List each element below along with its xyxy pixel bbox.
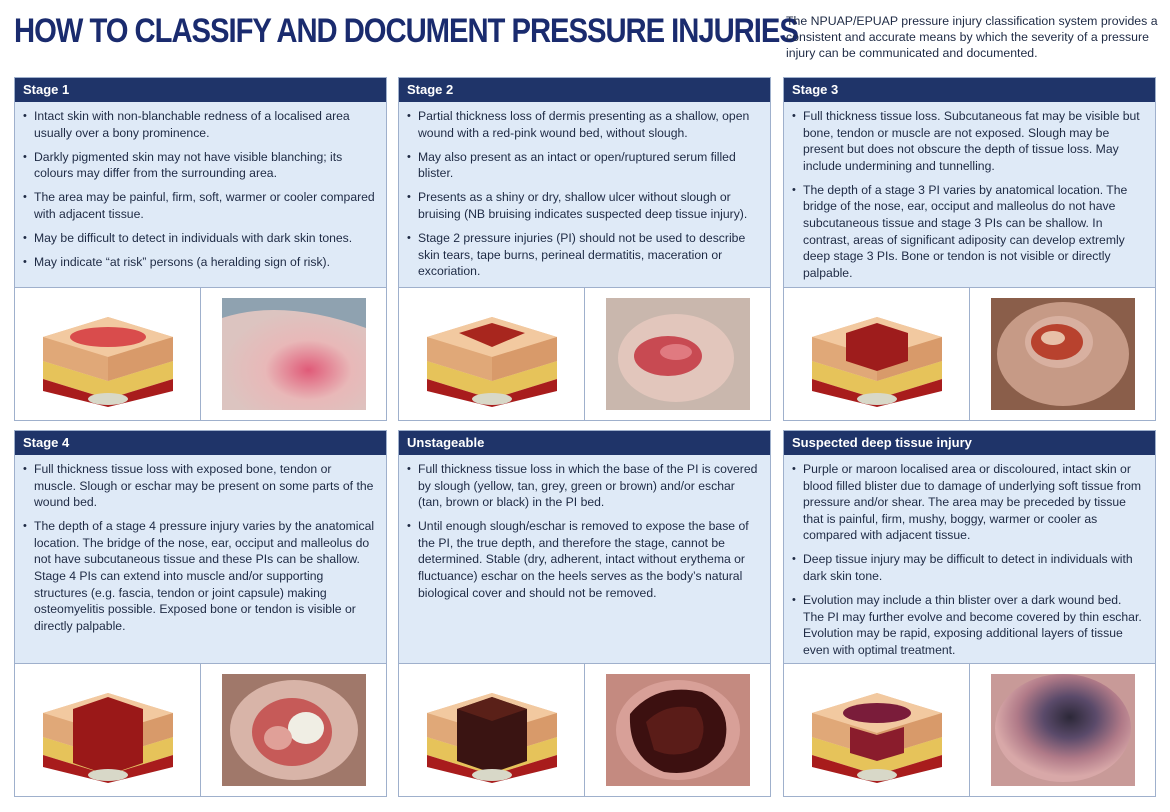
card-title: Suspected deep tissue injury <box>784 431 1155 455</box>
bullet-item: • Darkly pigmented skin may not have visible blanching; its colours may differ from the surrounding area. <box>23 149 376 182</box>
card-description <box>15 102 386 288</box>
card-title: Stage 2 <box>399 78 770 102</box>
card-title: Stage 1 <box>15 78 386 102</box>
bullet-item: • The area may be painful, firm, soft, warmer or cooler compared with adjacent tissue. <box>23 189 376 222</box>
bullet-item: • Until enough slough/eschar is removed to expose the base of the PI, the true depth, and therefore the stage, cannot be determined. Stable (dry, adherent, intact without erythema or fluctuance) eschar on the heels serves as the body’s natural biological cover and should not be removed. <box>407 518 760 601</box>
card-title: Stage 3 <box>784 78 1155 102</box>
bullet-item: • The depth of a stage 4 pressure injury varies by the anatomical location. The bridge of the nose, ear, occiput and malleolus do not have subcutaneous tissue and these PIs can be shallow. Stage 4 PIs can extend into muscle and/or supporting structures (e.g. fascia, tendon or joint capsule) making osteomyelitis possible. Exposed bone or tendon is visible or directly palpable. <box>23 518 376 634</box>
bullet-item: • The depth of a stage 3 PI varies by anatomical location. The bridge of the nose, ear, occiput and malleolus do not have subcutaneous tissue and stage 3 PIs can be shallow. In contrast, areas of significant adiposity can develop extremly deep stage 3 PIs. Bone or tendon is not visible or directly palpable. <box>792 182 1145 282</box>
bullet-item: • May indicate “at risk” persons (a heralding sign of risk). <box>23 254 376 271</box>
card-title: Stage 4 <box>15 431 386 455</box>
card-unstageable <box>398 430 771 797</box>
card-description <box>784 102 1155 288</box>
wound-photo <box>222 674 366 786</box>
card-stage-4 <box>14 430 387 797</box>
wound-photo <box>222 298 366 410</box>
wound-photo <box>606 298 750 410</box>
page-title: HOW TO CLASSIFY AND DOCUMENT PRESSURE INJURIES <box>14 12 798 50</box>
wound-photo <box>991 298 1135 410</box>
card-stage-1 <box>14 77 387 421</box>
skin-layers-diagram <box>802 299 952 409</box>
bullet-item: • Evolution may include a thin blister over a dark wound bed. The PI may further evolve and become covered by thin eschar. Evolution may be rapid, exposing additional layers of tissue even with optimal treatment. <box>792 592 1145 658</box>
intro-text: The NPUAP/EPUAP pressure injury classification system provides a consistent and accurate means by which the severity of a pressure injury can be communicated and documented. <box>786 14 1158 60</box>
bullet-item: • Full thickness tissue loss in which the base of the PI is covered by slough (yellow, tan, grey, green or brown) and/or eschar (tan, brown or black) in the PI bed. <box>407 461 760 511</box>
bullet-item: • Presents as a shiny or dry, shallow ulcer without slough or bruising (NB bruising indicates suspected deep tissue injury). <box>407 189 760 222</box>
card-description <box>399 455 770 664</box>
bullet-item: • Full thickness tissue loss. Subcutaneous fat may be visible but bone, tendon or muscle are not exposed. Slough may be present but does not obscure the depth of tissue loss. May include undermining and tunnelling. <box>792 108 1145 174</box>
skin-layers-diagram <box>33 299 183 409</box>
skin-layers-diagram <box>802 675 952 785</box>
card-description <box>15 455 386 664</box>
bullet-item: • May be difficult to detect in individuals with dark skin tones. <box>23 230 376 247</box>
card-description <box>399 102 770 288</box>
bullet-item: • Purple or maroon localised area or discoloured, intact skin or blood filled blister due to damage of underlying soft tissue from pressure and/or shear. The area may be preceded by tissue that is painful, firm, mushy, boggy, warmer or cooler as compared with adjacent tissue. <box>792 461 1145 544</box>
card-stage-2 <box>398 77 771 421</box>
card-description <box>784 455 1155 664</box>
wound-photo <box>606 674 750 786</box>
card-suspected-deep-tissue-injury <box>783 430 1156 797</box>
skin-layers-diagram <box>417 299 567 409</box>
skin-layers-diagram <box>33 675 183 785</box>
card-title: Unstageable <box>399 431 770 455</box>
bullet-item: • Full thickness tissue loss with exposed bone, tendon or muscle. Slough or eschar may be present on some parts of the wound bed. <box>23 461 376 511</box>
skin-layers-diagram <box>417 675 567 785</box>
bullet-item: • Deep tissue injury may be difficult to detect in individuals with dark skin tone. <box>792 551 1145 584</box>
bullet-item: • Stage 2 pressure injuries (PI) should not be used to describe skin tears, tape burns, perineal dermatitis, maceration or excoriation. <box>407 230 760 280</box>
bullet-item: • Intact skin with non-blanchable redness of a localised area usually over a bony prominence. <box>23 108 376 141</box>
bullet-item: • May also present as an intact or open/ruptured serum filled blister. <box>407 149 760 182</box>
card-stage-3 <box>783 77 1156 421</box>
wound-photo <box>991 674 1135 786</box>
bullet-item: • Partial thickness loss of dermis presenting as a shallow, open wound with a red-pink wound bed, without slough. <box>407 108 760 141</box>
